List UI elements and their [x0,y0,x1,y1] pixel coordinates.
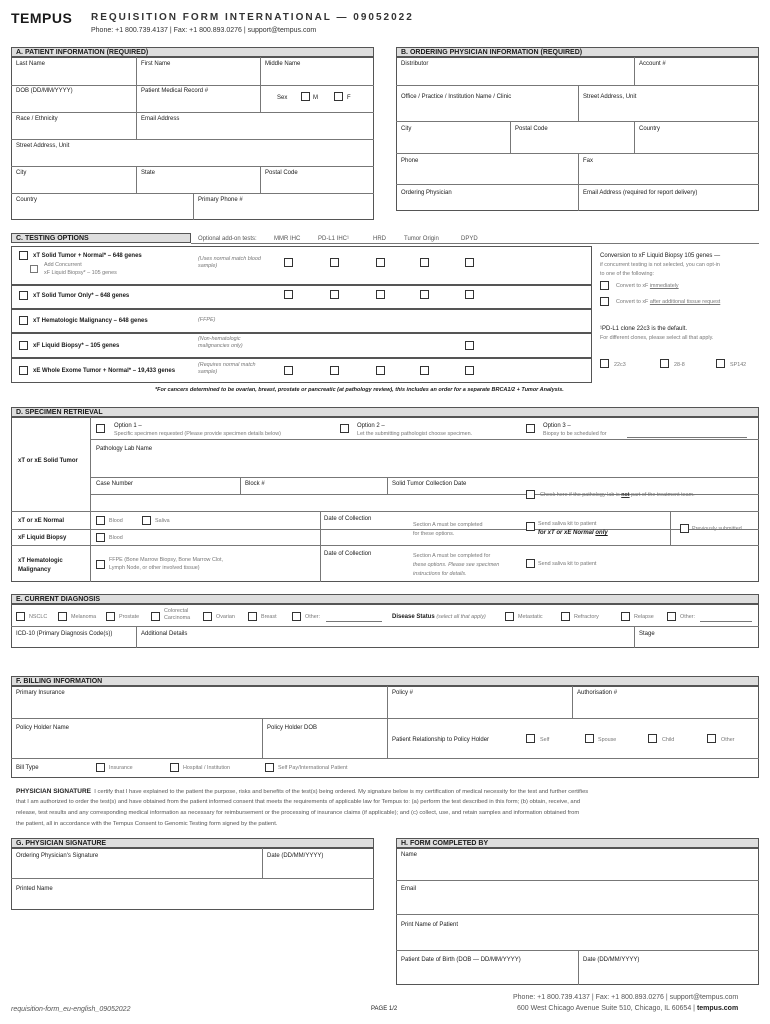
rel-other-checkbox[interactable] [707,734,716,743]
medical-record-field[interactable]: Patient Medical Record # [141,88,209,94]
country-field[interactable]: Country [16,197,38,203]
previously-submitted-checkbox[interactable] [680,524,689,533]
footer-contact: Phone: +1 800.739.4137 | Fax: +1 800.893.0276 | support@tempus.com [513,994,739,1001]
heme-row-label: xT Hematologic Malignancy [18,558,63,573]
convert-immediately-label: Convert to xF immediately [616,283,679,289]
city-field[interactable]: City [16,170,27,176]
bill-selfpay-checkbox[interactable] [265,763,274,772]
t2-hrd-checkbox[interactable] [376,290,385,299]
completed-email-field[interactable]: Email [401,886,417,892]
test-xt-tumor-only-checkbox[interactable] [19,291,28,300]
diag-other-label: Other: [305,614,320,620]
normal-blood-checkbox[interactable] [96,516,105,525]
clone-22c3-label: 22c3 [614,362,626,368]
tempus-logo: TEMPUS [11,10,73,26]
header-contact: Phone: +1 800.739.4137 | Fax: +1 800.893.0276 | support@tempus.com [91,27,317,34]
diag-colorectal-label: Colorectal Carcinoma [164,608,191,621]
brca-footnote: *For cancers determined to be ovarian, breast, prostate or pancreatic (at pathology review), this includes an order for a separate BRCA1/2 + Tumor Analysis. [155,387,564,393]
add-concurrent-label: Add Concurrent [44,262,82,268]
t1-pdl1-checkbox[interactable] [330,258,339,267]
convert-after-checkbox[interactable] [600,297,609,306]
account-field[interactable]: Account # [639,61,666,67]
option-2-label: Option 2 – [357,423,385,429]
case-number-field[interactable]: Case Number [96,481,134,487]
test-xe-exome: xE Whole Exome Tumor + Normal* – 19,433 genes [33,368,176,374]
heme-ffpe-label-2: Lymph Node, or other involved tissue) [109,565,200,571]
collection-date-field[interactable]: Solid Tumor Collection Date [392,481,467,487]
section-f-header: F. BILLING INFORMATION [11,676,759,686]
additional-details-field[interactable]: Additional Details [141,631,188,637]
pathology-not-team-checkbox[interactable] [526,490,535,499]
bill-selfpay-label: Self Pay/International Patient [278,765,348,771]
policy-number-field[interactable]: Policy # [392,690,414,696]
send-saliva-kit-scope: for xT or xE Normal only [538,530,608,536]
middle-name-field[interactable]: Middle Name [265,61,301,67]
office-field[interactable]: Office / Practice / Institution Name / Clinic [401,94,512,100]
section-b-note-3: instructions for details. [413,571,467,577]
addon-dpyd: DPYD [461,236,478,242]
physician-signature-field[interactable]: Ordering Physician's Signature [16,853,99,859]
heme-saliva-kit-label: Send saliva kit to patient [538,561,597,567]
policy-holder-name-field[interactable]: Policy Holder Name [16,725,70,731]
section-c-header: C. TESTING OPTIONS [11,233,191,243]
physician-phone-field[interactable]: Phone [401,158,419,164]
completed-date-field[interactable]: Date (DD/MM/YYYY) [583,957,640,963]
physician-country-field[interactable]: Country [639,126,661,132]
clone-sp142-checkbox[interactable] [716,359,725,368]
test-xt-tumor-normal-checkbox[interactable] [19,251,28,260]
t5-dpyd-checkbox[interactable] [465,366,474,375]
rel-spouse-checkbox[interactable] [585,734,594,743]
diag-ovarian-label: Ovarian [216,614,235,620]
rel-other-label: Other [721,737,735,743]
pdl1-default-note: ¹PD-L1 clone 22c3 is the default. [600,326,688,332]
sex-m-checkbox[interactable] [301,92,310,101]
postal-field[interactable]: Postal Code [265,170,298,176]
signature-date-field[interactable]: Date (DD/MM/YYYY) [267,853,324,859]
option-1-desc: Specific specimen requested (Please provide specimen details below) [114,431,281,437]
normal-saliva-label: Saliva [155,518,170,524]
normal-saliva-checkbox[interactable] [142,516,151,525]
section-a-header: A. PATIENT INFORMATION (REQUIRED) [11,47,374,57]
signature-attestation-3: release, test results and any corresponding medical information as necessary for reimbursement or the processing of insurance claims (if applicable); and (c) collect, use, and retain samples and information obtained from [16,810,580,816]
t2-dpyd-checkbox[interactable] [465,290,474,299]
diag-prostate-label: Prostate [119,614,140,620]
conversion-note-1: if concurrent testing is not selected, you can opt-in [600,262,720,268]
physician-postal-field[interactable]: Postal Code [515,126,548,132]
option-3-desc: Biopsy to be scheduled for [543,431,607,437]
section-g-header: G. PHYSICIAN SIGNATURE [11,838,374,848]
solid-tumor-row-label: xT or xE Solid Tumor [18,458,78,464]
bill-hospital-checkbox[interactable] [170,763,179,772]
diag-breast-label: Breast [261,614,277,620]
physician-city-field[interactable]: City [401,126,412,132]
status-relapse-label: Relapse [634,614,654,620]
test-xf-liquid: xF Liquid Biopsy* – 105 genes [33,343,120,349]
status-metastatic-checkbox[interactable] [505,612,514,621]
primary-insurance-field[interactable]: Primary Insurance [16,690,65,696]
physician-email-field[interactable]: Email Address (required for report delivery) [583,190,698,196]
status-refractory-label: Refractory [574,614,599,620]
diag-melanoma-label: Melanoma [71,614,97,620]
section-b-note-2: these options. Please see specimen [413,562,500,568]
normal-collection-date[interactable]: Date of Collection [324,516,372,522]
bill-type-label: Bill Type [16,765,39,771]
icd10-field[interactable]: ICD-10 (Primary Diagnosis Code(s)) [16,631,113,637]
status-relapse-checkbox[interactable] [621,612,630,621]
clone-28-8-label: 28-8 [674,362,685,368]
test-xt-tumor-only: xT Solid Tumor Only* – 648 genes [33,293,130,299]
section-h-header: H. FORM COMPLETED BY [396,838,759,848]
option-3-checkbox[interactable] [526,424,535,433]
clone-sp142-label: SP142 [730,362,747,368]
signature-attestation-4: the patient, all in accordance with the Tempus Consent to Genomic Testing form signed by the patient. [16,821,278,827]
heme-ffpe-label-1: FFPE (Bone Marrow Biopsy, Bone Marrow Clot, [109,557,224,563]
policy-holder-dob-field[interactable]: Policy Holder DOB [267,725,318,731]
heme-collection-date[interactable]: Date of Collection [324,551,372,557]
pdl1-clone-note: For different clones, please select all that apply. [600,335,714,341]
section-a-note-2: for these options. [413,531,455,537]
diag-colorectal-checkbox[interactable] [151,612,160,621]
sex-f-label: F [347,95,351,101]
status-metastatic-label: Metastatic [518,614,543,620]
rel-self-checkbox[interactable] [526,734,535,743]
distributor-field[interactable]: Distributor [401,61,429,67]
physician-street-field[interactable]: Street Address, Unit [583,94,637,100]
test-xt-heme-checkbox[interactable] [19,316,28,325]
conversion-title: Conversion to xF Liquid Biopsy 105 genes — [600,253,721,259]
patient-print-name-field[interactable]: Print Name of Patient [401,922,459,928]
rel-self-label: Self [540,737,550,743]
t5-tumor-origin-checkbox[interactable] [420,366,429,375]
footer-address: 600 West Chicago Avenue Suite 510, Chicago, IL 60654 | tempus.com [517,1005,739,1012]
t5-mmr-checkbox[interactable] [284,366,293,375]
convert-immediately-checkbox[interactable] [600,281,609,290]
t4-note: (Non-hematologic malignancies only) [198,336,243,349]
first-name-field[interactable]: First Name [141,61,171,67]
normal-row-label: xT or xE Normal [18,518,65,524]
rel-spouse-label: Spouse [598,737,617,743]
bill-insurance-checkbox[interactable] [96,763,105,772]
status-refractory-checkbox[interactable] [561,612,570,621]
footer-form-id: requisition-form_eu-english_09052022 [11,1006,131,1013]
status-other-label: Other: [680,614,695,620]
diag-nsclc-label: NSCLC [29,614,48,620]
concurrent-xf-label: xF Liquid Biopsy* – 105 genes [44,270,117,276]
t1-tumor-origin-checkbox[interactable] [420,258,429,267]
form-title: REQUISITION FORM INTERNATIONAL — 09052022 [91,12,414,23]
send-saliva-kit-checkbox[interactable] [526,522,535,531]
addon-pdl1: PD-L1 IHC¹ [318,236,350,242]
bill-insurance-label: Insurance [109,765,133,771]
send-saliva-kit-label: Send saliva kit to patient [538,521,597,527]
sex-f-checkbox[interactable] [334,92,343,101]
block-field[interactable]: Block # [245,481,265,487]
option-2-checkbox[interactable] [340,424,349,433]
addon-hrd: HRD [373,236,386,242]
signature-attestation-1: PHYSICIAN SIGNATURE I certify that I have explained to the patient the purpose, risks and benefits of the test(s) being ordered. My signature below is my certification of medical necessity for the test and further certifies [16,788,589,795]
bill-hospital-label: Hospital / Institution [183,765,231,771]
option-1-label: Option 1 – [114,423,142,429]
xf-row-label: xF Liquid Biopsy [18,535,67,541]
section-b-note-1: Section A must be completed for [413,553,491,559]
test-xe-exome-checkbox[interactable] [19,366,28,375]
addon-tumor-origin: Tumor Origin [404,236,439,242]
last-name-field[interactable]: Last Name [16,61,46,67]
convert-after-label: Convert to xF after additional tissue request [616,299,721,305]
test-xt-tumor-normal: xT Solid Tumor + Normal* – 648 genes [33,253,142,259]
conversion-note-2: to one of the following: [600,271,654,277]
sex-m-label: M [313,95,318,101]
t1-hrd-checkbox[interactable] [376,258,385,267]
authorisation-field[interactable]: Authorisation # [577,690,618,696]
t1-dpyd-checkbox[interactable] [465,258,474,267]
t5-pdl1-checkbox[interactable] [330,366,339,375]
addon-label: Optional add-on tests: [198,236,257,242]
section-b-header: B. ORDERING PHYSICIAN INFORMATION (REQUIRED) [396,47,759,57]
stage-field[interactable]: Stage [639,631,655,637]
t2-tumor-origin-checkbox[interactable] [420,290,429,299]
race-field[interactable]: Race / Ethnicity [16,116,58,122]
email-field[interactable]: Email Address [141,116,180,122]
diag-nsclc-checkbox[interactable] [16,612,25,621]
section-a-note-1: Section A must be completed [413,522,483,528]
diag-breast-checkbox[interactable] [248,612,257,621]
heme-ffpe-checkbox[interactable] [96,560,105,569]
physician-fax-field[interactable]: Fax [583,158,594,164]
status-other-checkbox[interactable] [667,612,676,621]
option-1-checkbox[interactable] [96,424,105,433]
section-d-header: D. SPECIMEN RETRIEVAL [11,407,759,417]
heme-saliva-kit-checkbox[interactable] [526,559,535,568]
option-2-desc: Let the submitting pathologist choose specimen. [357,431,473,437]
t5-hrd-checkbox[interactable] [376,366,385,375]
clone-28-8-checkbox[interactable] [660,359,669,368]
test-xt-heme: xT Hematologic Malignancy – 648 genes [33,318,148,324]
diag-other-checkbox[interactable] [292,612,301,621]
pathology-not-team-label: Check here if the pathology lab is not part of the treatment team. [540,492,695,498]
diag-ovarian-checkbox[interactable] [203,612,212,621]
clone-22c3-checkbox[interactable] [600,359,609,368]
phone-field[interactable]: Primary Phone # [198,197,243,203]
normal-blood-label: Blood [109,518,123,524]
t5-note: (Requires normal match sample) [198,362,256,375]
xf-blood-checkbox[interactable] [96,533,105,542]
diag-prostate-checkbox[interactable] [106,612,115,621]
t4-dpyd-checkbox[interactable] [465,341,474,350]
rel-child-label: Child [662,737,675,743]
section-e-header: E. CURRENT DIAGNOSIS [11,594,759,604]
option-3-label: Option 3 – [543,423,571,429]
relationship-label: Patient Relationship to Policy Holder [392,737,490,743]
signature-attestation-2: that I am authorized to order the test(s) and have obtained from the patient informed consent that meets the requirements of applicable law for Tempus to: (a) perform the test described in this form; (b) obtain, receive, and [16,799,581,805]
ordering-physician-field[interactable]: Ordering Physician [401,190,452,196]
xf-blood-label: Blood [109,535,123,541]
footer-page: PAGE 1/2 [371,1006,398,1012]
sex-label: Sex [277,95,288,101]
rel-child-checkbox[interactable] [648,734,657,743]
pathology-lab-field[interactable]: Pathology Lab Name [96,446,153,452]
t3-note: (FFPE) [198,317,216,323]
state-field[interactable]: State [141,170,156,176]
street-field[interactable]: Street Address, Unit [16,143,70,149]
dob-field[interactable]: DOB (DD/MM/YYYY) [16,88,73,94]
concurrent-xf-checkbox[interactable] [30,265,38,273]
test-xf-liquid-checkbox[interactable] [19,341,28,350]
previously-submitted-label: Previously submitted [692,526,742,532]
t1-note-1: (Uses normal match blood sample) [198,256,261,269]
t1-mmr-checkbox[interactable] [284,258,293,267]
patient-dob-field[interactable]: Patient Date of Birth (DOB — DD/MM/YYYY) [401,957,521,963]
completed-name-field[interactable]: Name [401,852,418,858]
disease-status-label: Disease Status (select all that apply) [392,614,486,620]
t2-mmr-checkbox[interactable] [284,290,293,299]
diag-melanoma-checkbox[interactable] [58,612,67,621]
t2-pdl1-checkbox[interactable] [330,290,339,299]
addon-mmr: MMR IHC [274,236,301,242]
printed-name-field[interactable]: Printed Name [16,886,53,892]
